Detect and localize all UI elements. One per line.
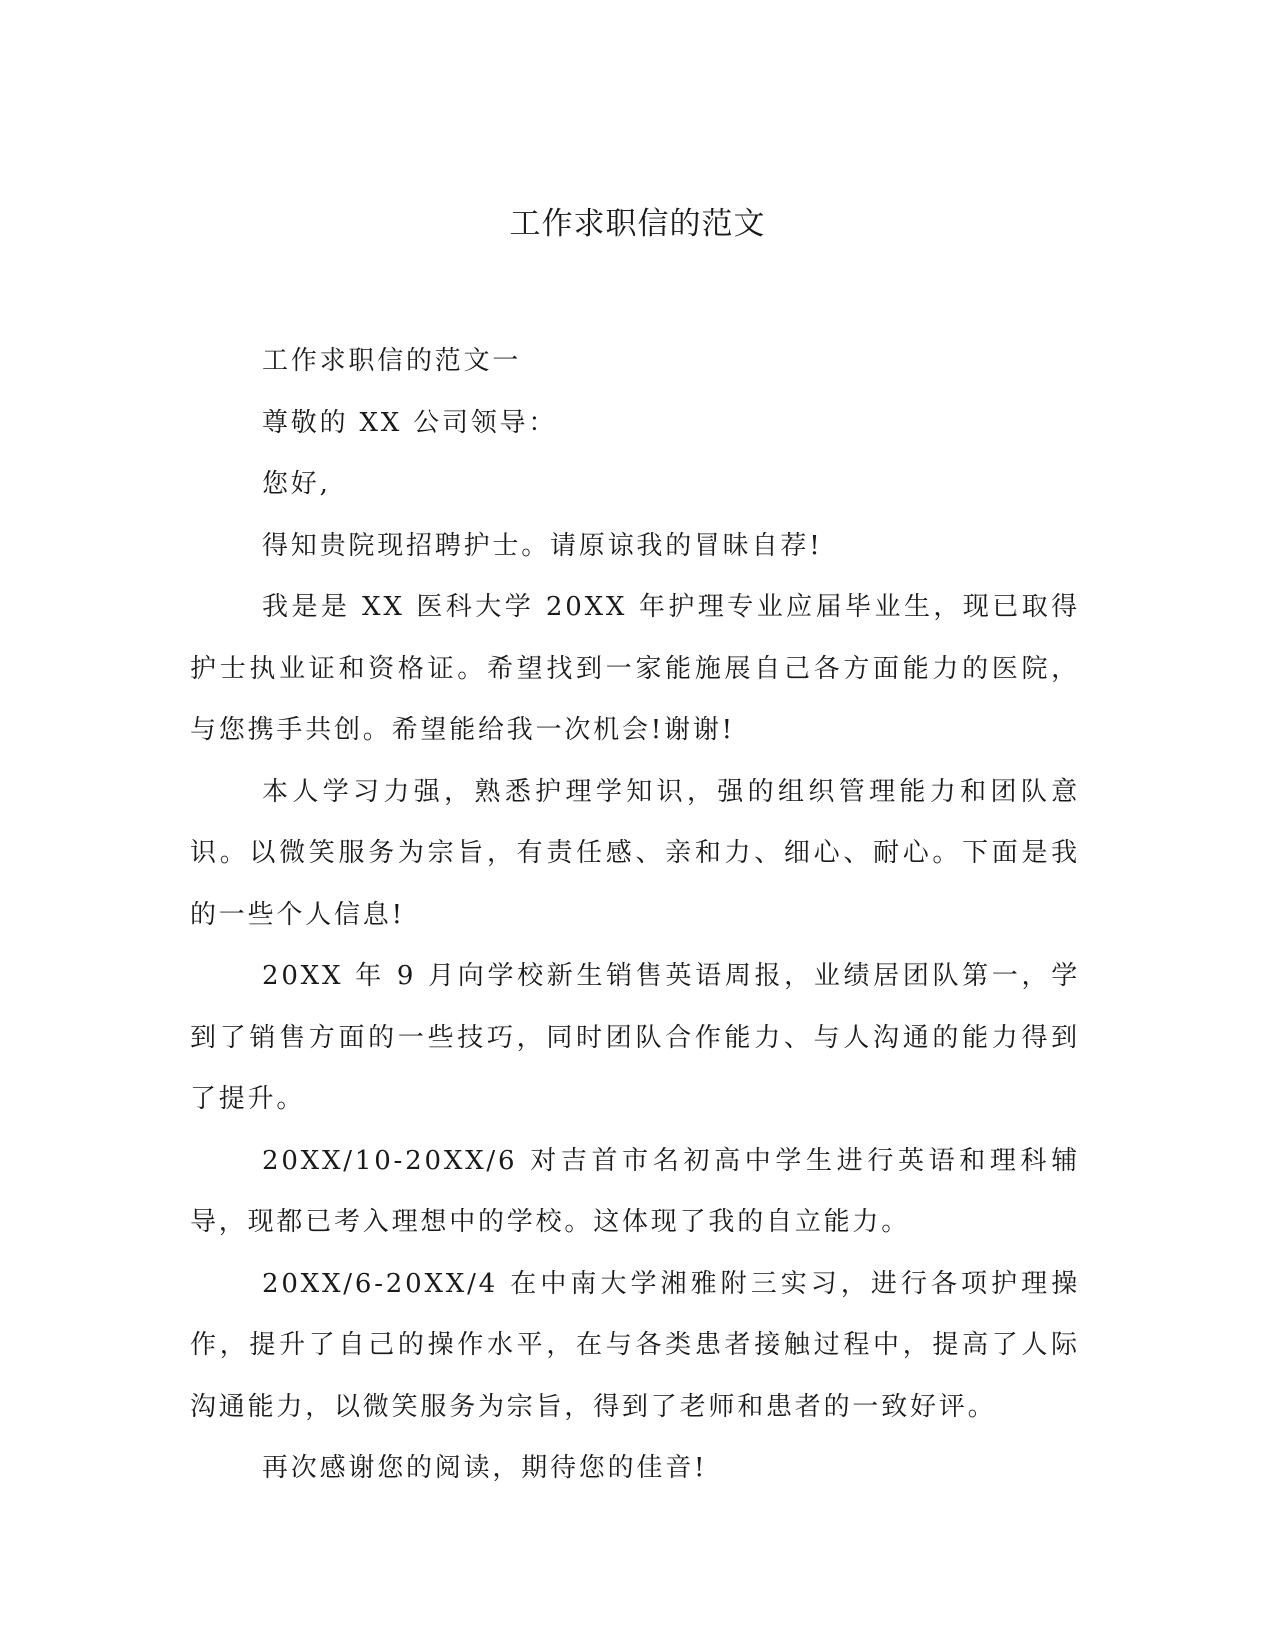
paragraph-background: 我是是 XX 医科大学 20XX 年护理专业应届毕业生，现已取得护士执业证和资格证。希望找到一家能施展自己各方面能力的医院，与您携手共创。希望能给我一次机会!谢谢! xyxy=(190,592,1080,745)
paragraph-experience-sales: 20XX 年 9 月向学校新生销售英语周报，业绩居团队第一，学到了销售方面的一些技巧，同时团队合作能力、与人沟通的能力得到了提升。 xyxy=(190,961,1080,1114)
salutation: 尊敬的 XX 公司领导： xyxy=(262,407,558,438)
closing: 再次感谢您的阅读，期待您的佳音! xyxy=(262,1453,708,1483)
section-heading: 工作求职信的范文一 xyxy=(262,346,522,376)
paragraph-experience-internship: 20XX/6-20XX/4 在中南大学湘雅附三实习，进行各项护理操作，提升了自己的操作水平，在与各类患者接触过程中，提高了人际沟通能力，以微笑服务为宗旨，得到了老师和患者的一致好评。 xyxy=(190,1268,1080,1422)
paragraph-strengths: 本人学习力强，熟悉护理学知识，强的组织管理能力和团队意识。以微笑服务为宗旨，有责任感、亲和力、细心、耐心。下面是我的一些个人信息! xyxy=(190,776,1080,930)
paragraph-experience-tutoring: 20XX/10-20XX/6 对吉首市名初高中学生进行英语和理科辅导，现都已考入理想中的学校。这体现了我的自立能力。 xyxy=(190,1145,1080,1237)
paragraph-intro: 得知贵院现招聘护士。请原谅我的冒昧自荐! xyxy=(262,530,823,561)
letter-body xyxy=(190,331,1080,1500)
greeting: 您好, xyxy=(262,469,331,499)
document-title: 工作求职信的范文 xyxy=(509,206,766,242)
